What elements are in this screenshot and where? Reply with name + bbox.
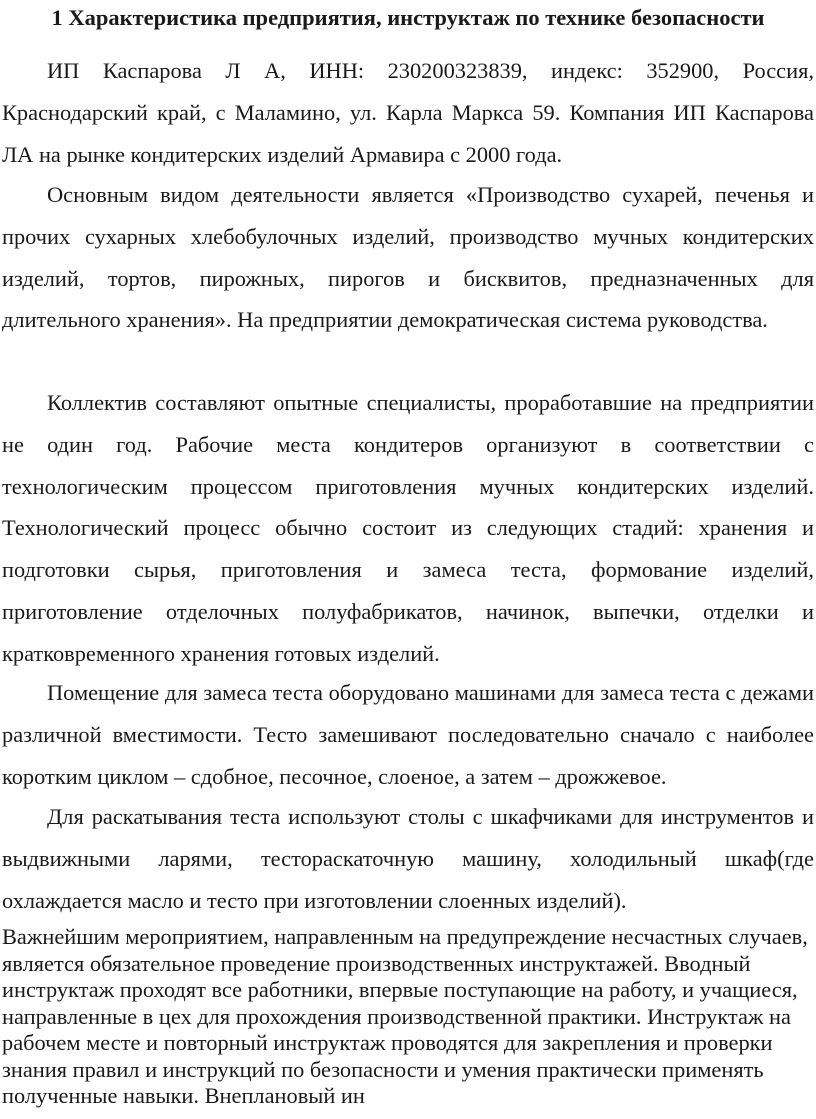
paragraph-staff-process: Коллектив составляют опытные специалисты, проработавшие на предприятии не один год. Рабочие места кондитеров организуют в соответствии с технологическим процессом приготовления мучных кондитерских изделий. Технологический процесс обычно состоит из следующих стадий: хранения и подготовки сырья, приготовления и замеса теста, формование изделий, приготовление отделочных полуфабрикатов, начинок, выпечки, отделки и кратковременного хранения готовых изделий.	[2, 390, 814, 666]
section-heading: 1 Характеристика предприятия, инструктаж по технике безопасности	[51, 5, 765, 30]
paragraph-safety-briefing: Важнейшим мероприятием, направленным на предупреждение несчастных случаев, является обязательное проведение производственных инструктажей. Вводный инструктаж проходят все работники, впервые поступающие на работу, и учащиеся, направленные в цех для прохождения производственной практики. Инструктаж на рабочем месте и повторный инструктаж проводятся для закрепления и проверки знания правил и инструкций по безопасности и умения практически применять полученные навыки. Внеплановый ин	[2, 924, 808, 1108]
paragraph-dough-room: Помещение для замеса теста оборудовано машинами для замеса теста с дежами различной вместимости. Тесто замешивают последовательно сначало с наиболее коротким циклом – сдобное, песочное, слоеное, а затем – дрожжевое.	[2, 680, 814, 789]
paragraph-company-info: ИП Каспарова Л А, ИНН: 230200323839, индекс: 352900, Россия, Краснодарский край, с Маламино, ул. Карла Маркса 59. Компания ИП Каспарова ЛА на рынке кондитерских изделий Армавира с 2000 года.	[2, 58, 814, 167]
paragraph-rolling-equipment: Для раскатывания теста используют столы с шкафчиками для инструментов и выдвижными ларями, тестораскаточную машину, холодильный шкаф(где охлаждается масло и тесто при изготовлении слоенных изделий).	[2, 804, 814, 913]
paragraph-main-activity: Основным видом деятельности является «Производство сухарей, печенья и прочих сухарных хлебобулочных изделий, производство мучных кондитерских изделий, тортов, пирожных, пирогов и бисквитов, предназначенных для длительного хранения». На предприятии демократическая система руководства.	[2, 182, 814, 333]
